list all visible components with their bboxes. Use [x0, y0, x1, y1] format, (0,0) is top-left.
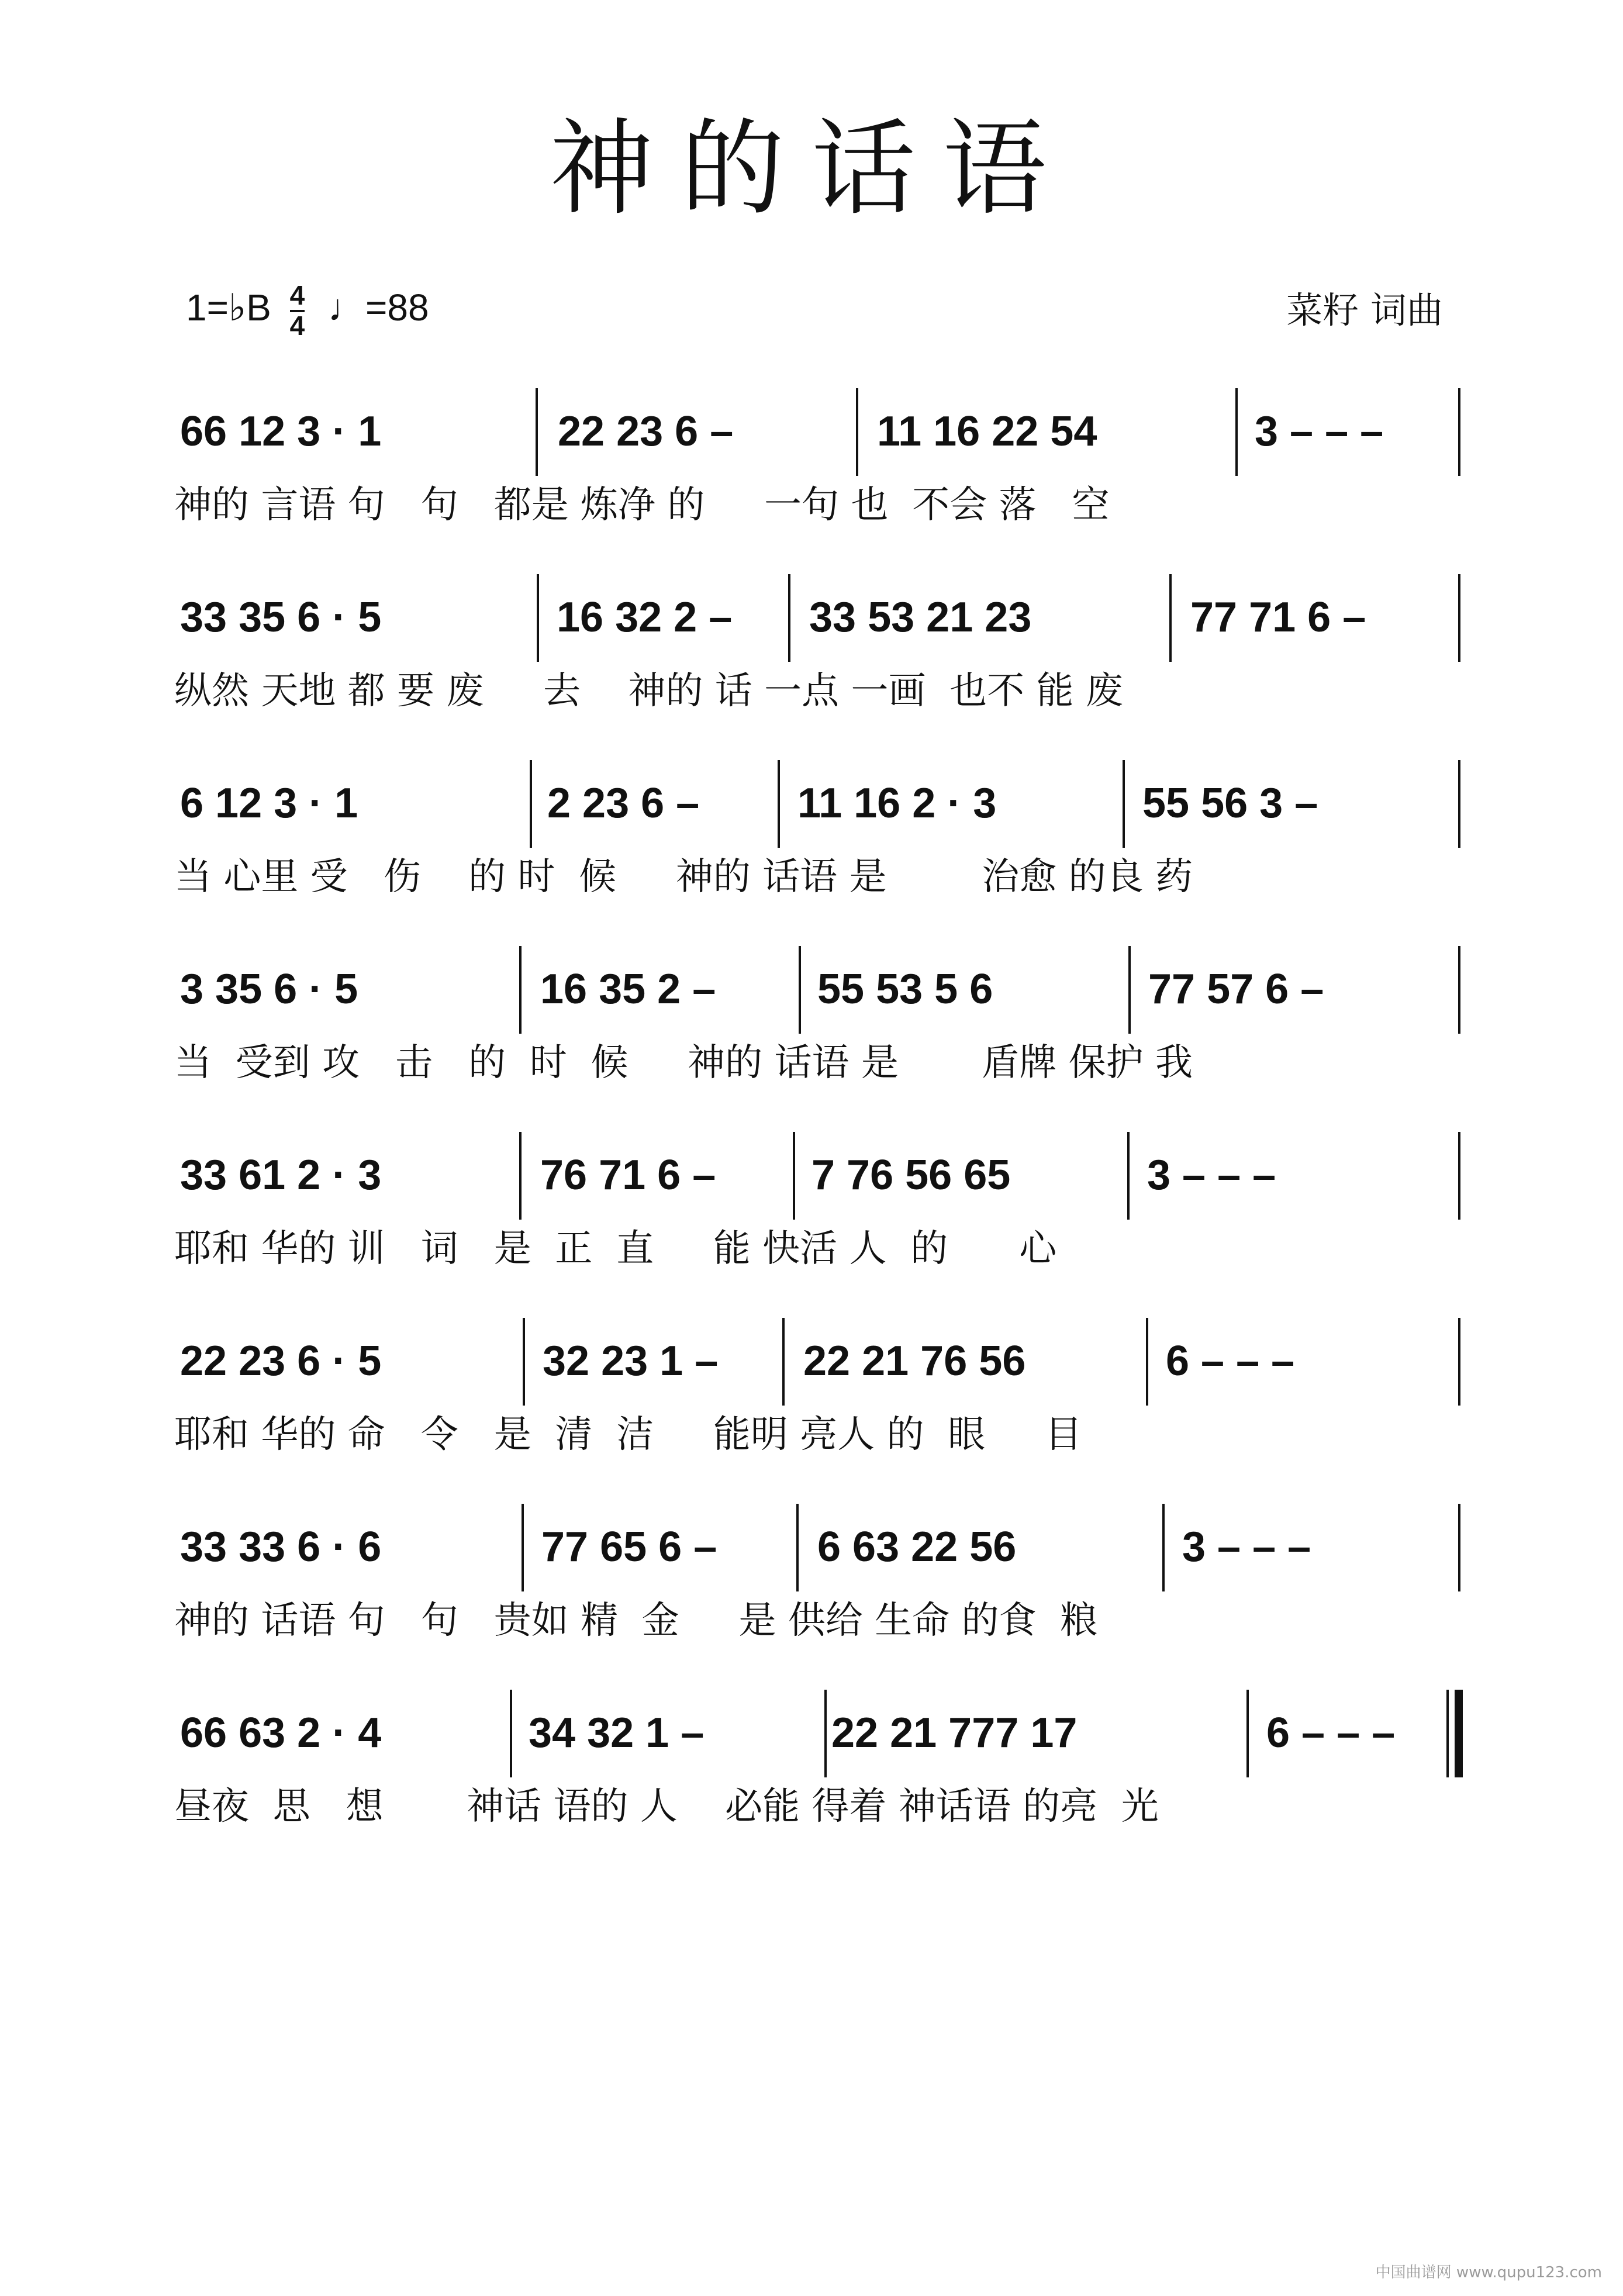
score-row [174, 1119, 1460, 1305]
site-watermark: 中国曲谱网 www.qupu123.com [1375, 2264, 1602, 2281]
key-tempo-info [186, 282, 429, 339]
lyrics-line: 神的 话语 句 句 贵如 精 金 是 供给 生命 的食 粮 [174, 1599, 1098, 1642]
time-top: 4 [290, 282, 305, 312]
notes-line [174, 933, 1460, 1038]
song-title: 神的话语 [550, 108, 1073, 229]
author-credit: 菜籽 词曲 [1286, 289, 1443, 332]
bar-line [1146, 1318, 1148, 1406]
measure: 3 35 6 · 5 [180, 966, 358, 1013]
measure: 32 23 1 – [543, 1338, 719, 1384]
bar-line [1458, 760, 1460, 848]
measure: 3 – – – [1255, 408, 1384, 455]
score-row [174, 933, 1460, 1119]
measure: 33 33 6 · 6 [180, 1524, 382, 1570]
bar-line [778, 760, 780, 848]
bar-line [796, 1504, 799, 1591]
lyrics-line: 昼夜 思 想 神话 语的 人 必能 得着 神话语 的亮 光 [174, 1785, 1159, 1828]
bar-line [1235, 388, 1238, 476]
score-row [174, 1677, 1460, 1863]
measure: 16 32 2 – [557, 594, 733, 641]
bar-line [1169, 574, 1172, 662]
score-row [174, 375, 1460, 561]
key-signature: 1=♭B [186, 286, 271, 329]
final-bar-line [1455, 1690, 1463, 1777]
bar-line [1127, 1132, 1130, 1220]
measure: 55 53 5 6 [817, 966, 993, 1013]
score-row [174, 1491, 1460, 1677]
lyrics-line: 耶和 华的 命 令 是 清 洁 能明 亮人 的 眼 目 [174, 1413, 1082, 1456]
measure: 33 35 6 · 5 [180, 594, 382, 641]
lyrics-line: 纵然 天地 都 要 废 去 神的 话 一点 一画 也不 能 废 [174, 669, 1123, 713]
score-row [174, 747, 1460, 933]
measure: 2 23 6 – [547, 780, 700, 827]
measure: 11 16 22 54 [877, 408, 1097, 455]
lyrics-line: 神的 言语 句 句 都是 炼净 的 一句 也 不会 落 空 [174, 484, 1110, 527]
bar-line [530, 760, 532, 848]
bar-line [1446, 1690, 1449, 1777]
measure: 3 – – – [1147, 1152, 1276, 1199]
measure: 33 53 21 23 [809, 594, 1032, 641]
measure: 11 16 2 · 3 [797, 780, 997, 827]
bar-line [1162, 1504, 1165, 1591]
notes-line [174, 1491, 1460, 1596]
bar-line [537, 574, 539, 662]
bar-line [536, 388, 538, 476]
measure: 34 32 1 – [529, 1710, 705, 1756]
bar-line [793, 1132, 795, 1220]
measure: 76 71 6 – [540, 1152, 716, 1199]
measure: 6 – – – [1266, 1710, 1396, 1756]
bar-line [856, 388, 858, 476]
score-row [174, 561, 1460, 747]
measure: 22 21 76 56 [803, 1338, 1026, 1384]
measure: 77 57 6 – [1148, 966, 1324, 1013]
bar-line [824, 1690, 827, 1777]
bar-line [1458, 1318, 1460, 1406]
bar-line [788, 574, 790, 662]
bar-line [519, 946, 522, 1034]
measure: 22 23 6 – [558, 408, 734, 455]
measure: 16 35 2 – [540, 966, 716, 1013]
lyrics-line: 耶和 华的 训 词 是 正 直 能 快活 人 的 心 [174, 1227, 1057, 1270]
notes-line [174, 747, 1460, 852]
bar-line [1458, 1132, 1460, 1220]
score [174, 375, 1460, 1863]
bar-line [1246, 1690, 1249, 1777]
tempo-marking: ♩=88 [328, 286, 429, 329]
lyrics-line: 当 受到 攻 击 的 时 候 神的 话语 是 盾牌 保护 我 [174, 1041, 1193, 1085]
measure: 3 – – – [1182, 1524, 1311, 1570]
bar-line [519, 1132, 522, 1220]
measure: 77 71 6 – [1190, 594, 1366, 641]
bar-line [1128, 946, 1131, 1034]
time-signature [290, 282, 305, 339]
notes-line [174, 1305, 1460, 1410]
time-bottom: 4 [289, 310, 305, 341]
notes-line [174, 1677, 1460, 1782]
bar-line [782, 1318, 785, 1406]
bar-line [510, 1690, 512, 1777]
bar-line [523, 1318, 525, 1406]
bar-line [1458, 1504, 1460, 1591]
score-row [174, 1305, 1460, 1491]
measure: 6 – – – [1166, 1338, 1295, 1384]
bar-line [1458, 388, 1460, 476]
notes-line [174, 561, 1460, 667]
lyrics-line: 当 心里 受 伤 的 时 候 神的 话语 是 治愈 的良 药 [174, 855, 1193, 899]
measure: 33 61 2 · 3 [180, 1152, 382, 1199]
measure: 7 76 56 65 [811, 1152, 1011, 1199]
measure: 6 12 3 · 1 [180, 780, 358, 827]
measure: 66 12 3 · 1 [180, 408, 382, 455]
measure: 77 65 6 – [541, 1524, 717, 1570]
measure: 22 21 777 17 [831, 1710, 1078, 1756]
notes-line [174, 1119, 1460, 1224]
bar-line [799, 946, 801, 1034]
measure: 22 23 6 · 5 [180, 1338, 382, 1384]
bar-line [1458, 946, 1460, 1034]
bar-line [522, 1504, 524, 1591]
measure: 55 56 3 – [1142, 780, 1318, 827]
measure: 66 63 2 · 4 [180, 1710, 382, 1756]
measure: 6 63 22 56 [817, 1524, 1017, 1570]
bar-line [1458, 574, 1460, 662]
bar-line [1123, 760, 1125, 848]
notes-line [174, 375, 1460, 481]
